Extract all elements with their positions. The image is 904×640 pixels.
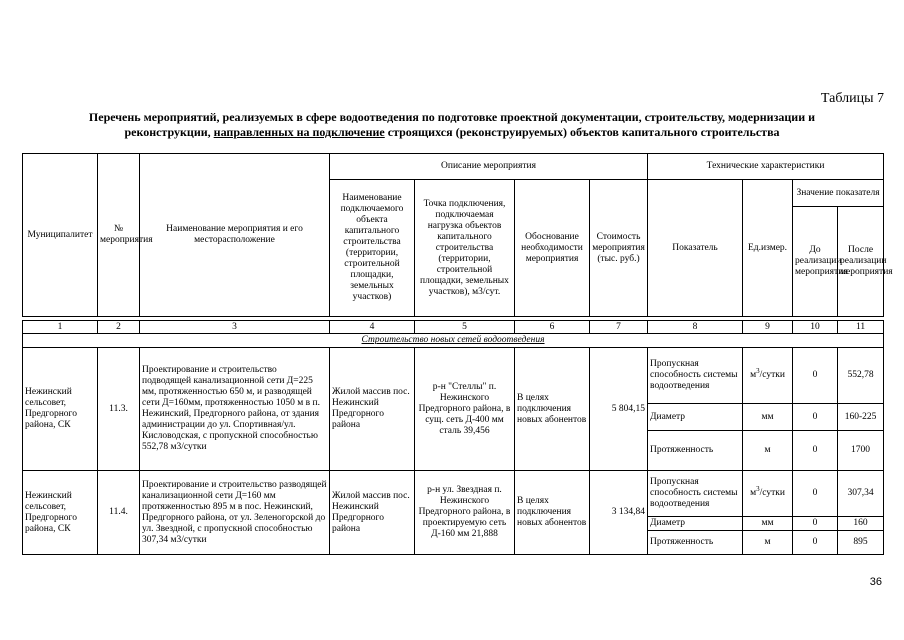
unit-rest: /сутки <box>759 488 785 498</box>
cell-unit <box>743 431 793 471</box>
column-number: 3 <box>140 321 330 334</box>
cell-object: Жилой массив пос. Нежинский Предгорного района <box>330 471 415 555</box>
cell-before: 0 <box>793 431 838 471</box>
column-number: 11 <box>838 321 884 334</box>
cell-before: 0 <box>793 348 838 404</box>
cell-point: р-н ул. Звездная п. Нежинского Предгорного района, в проектируемую сеть Д-160 мм 21,888 <box>415 471 515 555</box>
cell-municipality: Нежинский сельсовет, Предгорного района, СК <box>23 471 98 555</box>
cell-after: 160 <box>838 517 884 531</box>
cell-unit <box>743 404 793 431</box>
header-row-1 <box>23 154 884 180</box>
unit-base: м <box>750 370 757 380</box>
unit-rest: /сутки <box>759 370 785 380</box>
section-title-cell <box>23 334 884 348</box>
section-row <box>23 334 884 348</box>
cell-unit <box>743 517 793 531</box>
title-part-1: реконструкции, <box>124 125 214 139</box>
header-indicator: Показатель <box>648 180 743 317</box>
measures-table <box>22 153 893 555</box>
cell-indicator: Пропускная способность системы водоотведения <box>648 348 743 404</box>
cell-cost: 3 134,84 <box>590 471 648 555</box>
header-justification: Обоснование необходимости мероприятия <box>515 180 590 317</box>
column-number: 6 <box>515 321 590 334</box>
cell-unit <box>743 471 793 517</box>
column-number: 5 <box>415 321 515 334</box>
column-number: 4 <box>330 321 415 334</box>
cell-after: 307,34 <box>838 471 884 517</box>
cell-cost: 5 804,15 <box>590 348 648 471</box>
column-number: 10 <box>793 321 838 334</box>
cell-after: 160-225 <box>838 404 884 431</box>
unit-base: м <box>764 537 771 547</box>
title-underlined: направленных на подключение <box>213 125 385 139</box>
title-line-2 <box>40 125 864 140</box>
unit-superscript: 3 <box>756 484 760 493</box>
header-connected-object: Наименование подключаемого объекта капитального строительства (территории, строительной площадки, земельных участков) <box>330 180 415 317</box>
cell-municipality: Нежинский сельсовет, Предгорного района, СК <box>23 348 98 471</box>
cell-before: 0 <box>793 404 838 431</box>
table-label: Таблицы 7 <box>820 91 884 106</box>
cell-after: 552,78 <box>838 348 884 404</box>
cell-justification: В целях подключения новых абонентов <box>515 348 590 471</box>
cell-indicator: Протяженность <box>648 431 743 471</box>
section-title: Строительство новых сетей водоотведения <box>361 335 545 345</box>
column-number: 1 <box>23 321 98 334</box>
title-line-1: Перечень мероприятий, реализуемых в сфере водоотведения по подготовке проектной документации, строительству, модернизации и <box>88 110 816 124</box>
unit-base: м <box>750 488 757 498</box>
column-numbers-row <box>23 321 884 334</box>
cell-before: 0 <box>793 517 838 531</box>
cell-unit <box>743 531 793 555</box>
unit-base: м <box>764 445 771 455</box>
header-event-name: Наименование мероприятия и его месторасположение <box>140 154 330 317</box>
column-number: 8 <box>648 321 743 334</box>
header-connection-point: Точка подключения, подключаемая нагрузка объектов капитального строительства (территории, строительной площадки, земельных участков), м3/сут. <box>415 180 515 317</box>
cell-object: Жилой массив пос. Нежинский Предгорного района <box>330 348 415 471</box>
header-cost: Стоимость мероприятия (тыс. руб.) <box>590 180 648 317</box>
cell-number: 11.3. <box>98 348 140 471</box>
column-number: 2 <box>98 321 140 334</box>
cell-indicator: Диаметр <box>648 517 743 531</box>
table-row <box>23 471 884 517</box>
header-value-group: Значение показателя <box>793 180 884 207</box>
cell-before: 0 <box>793 531 838 555</box>
header-after: После реализации мероприятия <box>838 207 884 317</box>
cell-indicator: Протяженность <box>648 531 743 555</box>
cell-before: 0 <box>793 471 838 517</box>
page-number: 36 <box>869 576 882 588</box>
header-event-number: № мероприятия <box>98 154 140 317</box>
unit-base: мм <box>761 518 774 528</box>
cell-after: 1700 <box>838 431 884 471</box>
cell-unit <box>743 348 793 404</box>
cell-indicator: Пропускная способность системы водоотведения <box>648 471 743 517</box>
cell-name: Проектирование и строительство подводящей канализационной сети Д=225 мм, протяженностью 650 м, и разводящей сети Д=160мм, протяженностью 1050 м в п. Нежинский, Предгорного района, от здания администрации до ул. Спортивная/ул. Кисловодская, с пропускной способностью 552,78 м3/сутки <box>140 348 330 471</box>
cell-after: 895 <box>838 531 884 555</box>
header-description-group: Описание мероприятия <box>330 154 648 180</box>
document-title <box>40 110 864 140</box>
table-row <box>23 348 884 404</box>
cell-indicator: Диаметр <box>648 404 743 431</box>
cell-justification: В целях подключения новых абонентов <box>515 471 590 555</box>
cell-name: Проектирование и строительство разводящей канализационной сети Д=160 мм протяженностью 895 м в пос. Нежинский, Предгорного района, от ул. Зеленогорской до ул. Звездной, с пропускной способностью 307,34 м3/сутки <box>140 471 330 555</box>
header-unit: Ед.измер. <box>743 180 793 317</box>
title-part-2: строящихся (реконструируемых) объектов капитального строительства <box>384 125 780 139</box>
unit-superscript: 3 <box>756 366 760 375</box>
column-number: 9 <box>743 321 793 334</box>
cell-number: 11.4. <box>98 471 140 555</box>
header-municipality: Муниципалитет <box>23 154 98 317</box>
cell-point: р-н "Стеллы" п. Нежинского Предгорного района, в сущ. сеть Д-400 мм сталь 39,456 <box>415 348 515 471</box>
column-number: 7 <box>590 321 648 334</box>
header-before: До реализации мероприятия <box>793 207 838 317</box>
header-tech-group: Технические характеристики <box>648 154 884 180</box>
unit-base: мм <box>761 411 774 422</box>
